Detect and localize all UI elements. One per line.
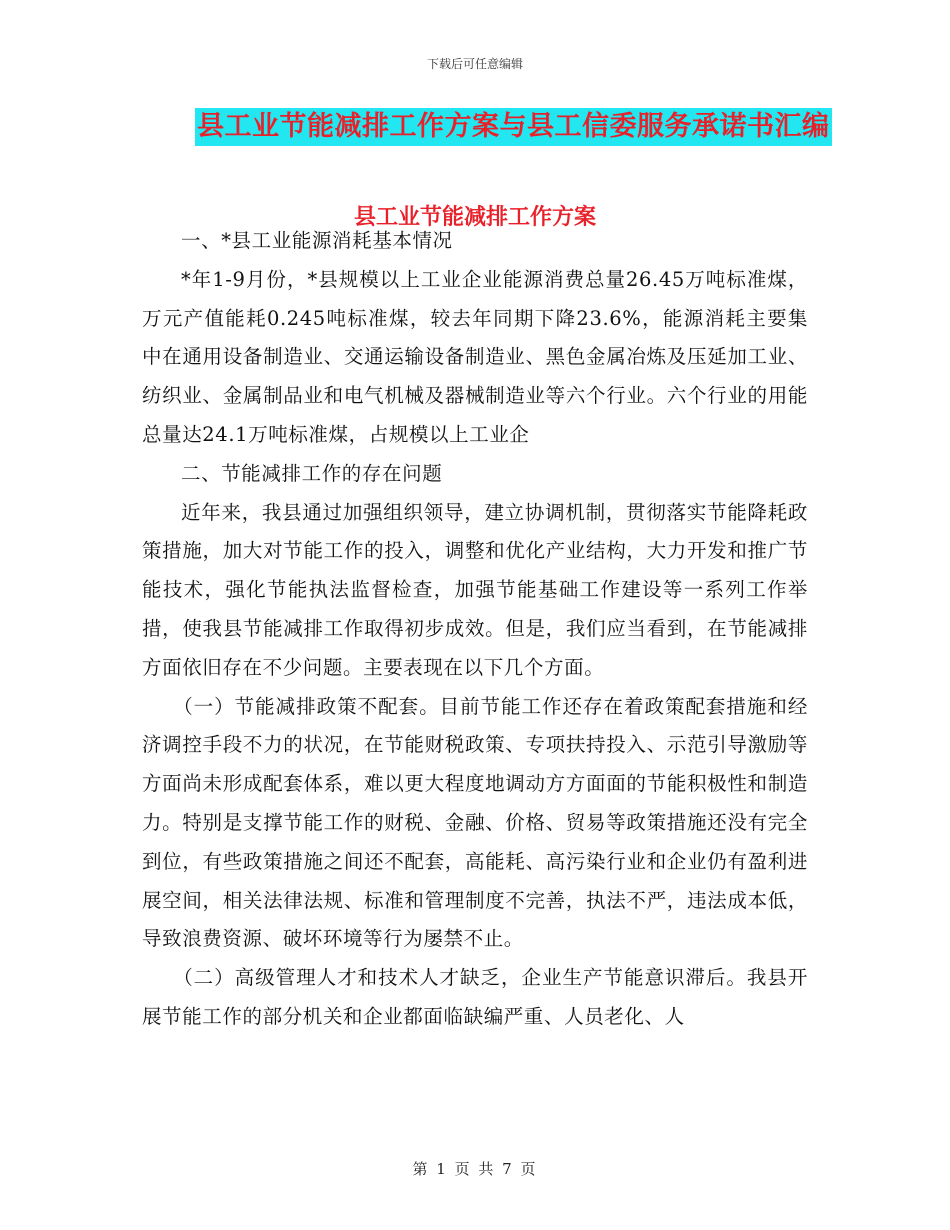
paragraph-policy-mismatch: （一）节能减排政策不配套。目前节能工作还存在着政策配套措施和经济调控手段不力的状况，在节能财税政策、专项扶持投入、示范引导激励等方面尚未形成配套体系，难以更大程度地调动方方面面的节能积极性和制造力。特别是支撑节能工作的财税、金融、价格、贸易等政策措施还没有完全到位，有些政策措施之间还不配套，高能耗、高污染行业和企业仍有盈利进展空间，相关法律法规、标准和管理制度不完善，执法不严，违法成本低，导致浪费资源、破坏环境等行为屡禁不止。 <box>142 694 808 951</box>
section-title: 县工业节能减排工作方案 <box>353 204 596 230</box>
heading-existing-problems: 二、节能减排工作的存在问题 <box>181 461 443 485</box>
heading-basic-situation: 一、*县工业能源消耗基本情况 <box>181 229 453 252</box>
paragraph-energy-consumption: *年1-9月份，*县规模以上工业企业能源消费总量26.45万吨标准煤，万元产值能耗0.245吨标准煤，较去年同期下降23.6%，能源消耗主要集中在通用设备制造业、交通运输设备制造业、黑色金属冶炼及压延加工业、纺织业、金属制品业和电气机械及器械制造业等六个行业。六个行业的用能总量达24.1万吨标准煤，占规模以上工业企 <box>142 267 808 446</box>
page-number: 第 1 页 共 7 页 <box>412 1160 538 1178</box>
document-body <box>142 222 808 1037</box>
document-main-title: 县工业节能减排工作方案与县工信委服务承诺书汇编 <box>195 108 832 146</box>
paragraph-recent-years: 近年来，我县通过加强组织领导，建立协调机制，贯彻落实节能降耗政策措施，加大对节能工作的投入，调整和优化产业结构，大力开发和推广节能技术，强化节能执法监督检查，加强节能基础工作建设等一系列工作举措，使我县节能减排工作取得初步成效。但是，我们应当看到，在节能减排方面依旧存在不少问题。主要表现在以下几个方面。 <box>142 500 808 679</box>
page-header-note: 下载后可任意编辑 <box>426 57 523 71</box>
paragraph-talent-shortage: （二）高级管理人才和技术人才缺乏，企业生产节能意识滞后。我县开展节能工作的部分机关和企业都面临缺编严重、人员老化、人 <box>142 966 808 1028</box>
